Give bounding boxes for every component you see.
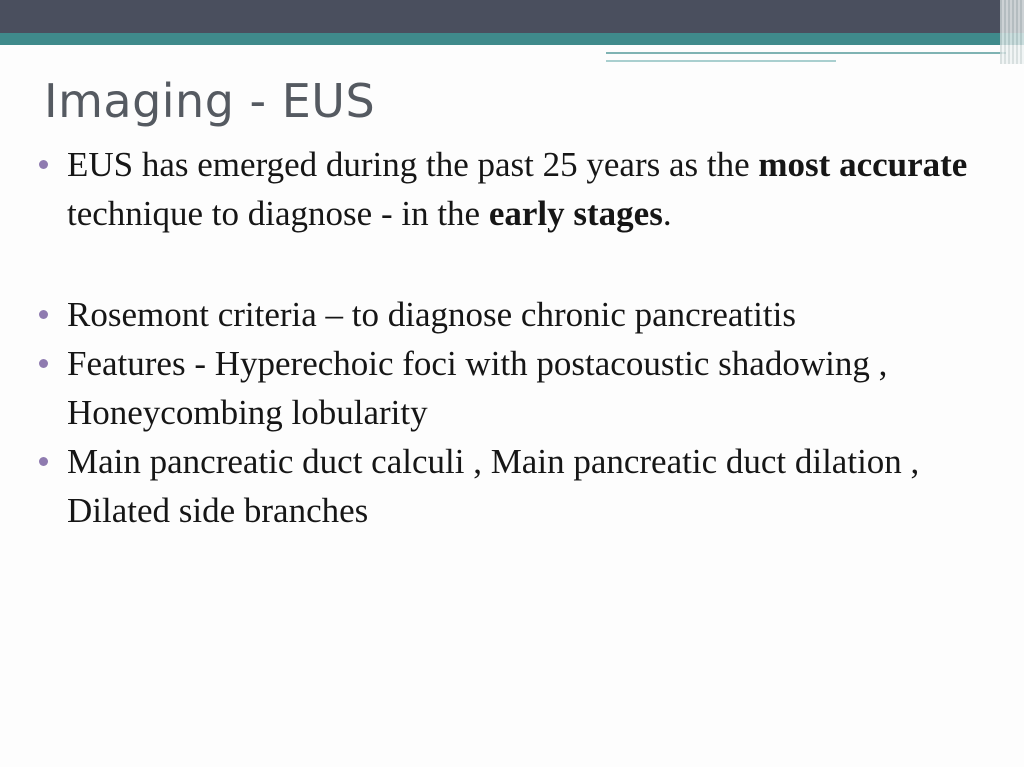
bullet-item-rosemont: Rosemont criteria – to diagnose chronic pancreatitis (36, 290, 976, 339)
bullet-bold-text: early stages (488, 194, 663, 233)
bullet-text: . (662, 194, 672, 233)
header-bar-dark (0, 0, 1024, 33)
slide-title: Imaging - EUS (44, 74, 376, 128)
bullet-item-features: Features - Hyperechoic foci with postacoustic shadowing , Honeycombing lobularity (36, 339, 976, 437)
header-bar-teal (0, 33, 1024, 45)
header-accent-line-short (606, 60, 836, 62)
bullet-text: technique to diagnose - in the (67, 194, 489, 233)
bullet-spacer (36, 238, 976, 290)
bullet-list (36, 140, 976, 535)
bullet-text: EUS has emerged during the past 25 years as the (67, 145, 759, 184)
header-accent-line (606, 52, 1006, 54)
bullet-bold-text: most accurate (758, 145, 968, 184)
header-edge-stripes (1000, 0, 1024, 64)
bullet-item-duct: Main pancreatic duct calculi , Main pancreatic duct dilation , Dilated side branches (36, 437, 976, 535)
bullet-item-eus (36, 140, 976, 238)
